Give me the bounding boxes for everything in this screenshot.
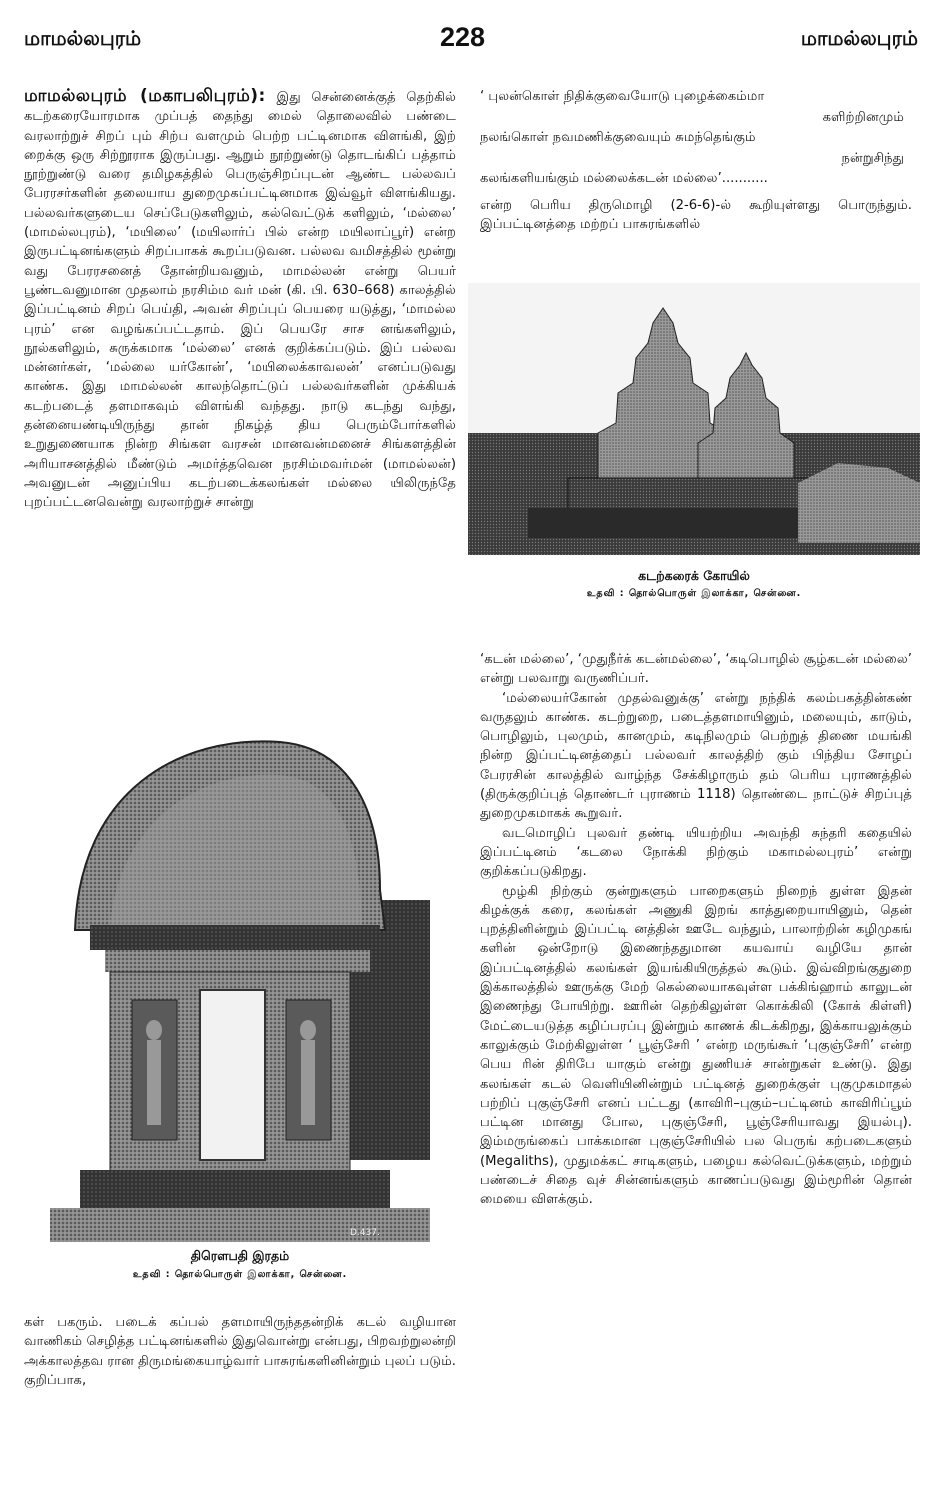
photo-plate-mark: D.437. [350,1228,380,1238]
draupadi-ratha-credit: உதவி : தொல்பொருள் இலாக்கா, சென்னை. [132,1269,348,1280]
article-body: இது சென்னைக்குத் தெற்கில் கடற்கரையோரமாக முப்பத் தைந்து மைல் தொலைவில் பண்டை வரலாற்றுச் சிறப் பும் சிற்ப வளமும் பெற்ற பட்டினமாக விளங்கி, இற் றைக்கு ஒரு சிற்றூராக இருப்பது. ஆறும் நூற்றுண்டு தொடங்கிப் பத்தாம் நூற்றுண்டு வரை தமிழகத்தில் பெருஞ்சிறப்புடன் ஆண்ட பல்லவப் பேரரசர்களின் தலையாய துறைமுகப்பட்டினமாக இவ்வூர் விளங்கியது. பல்லவர்களுடைய செப்பேடுகளிலும், கல்வெட்டுக் களிலும், ‘மல்லை’ (மாமல்லபுரம்), ‘மயிலை’ (மயிலார்ப் பில் என்ற மயிலாப்பூர்) என்ற இருபட்டினங்களும் சிறப்பாகக் கூறப்படுவன. பல்லவ வமிசத்தில் மூன்று வது பேரரசனைத் தோன்றியவனும், மாமல்லன் என்று பெயர் பூண்டவனுமான முதலாம் நரசிம்ம வர் மன் (கி. பி. 630–668) காலத்தில் இப்பட்டினம் சிறப் பெய்தி, அவன் சிறப்புப் பெயரை யடுத்து, ‘மாமல்ல புரம்’ என வழங்கப்பட்டதாம். இப் பெயரே சாச னங்களிலும், நூல்களிலும், சுருக்கமாக ‘மல்லை’ எனக் குறிக்கப்படும். இப் பல்லவ மன்னர்கள், ‘மல்லை யர்கோன்’, ‘மயிலைக்காவலன்’ எனப்படுவது காண்க. இது மாமல்லன் காலந்தொட்டுப் பல்லவர்களின் முக்கியக் கடற்படைத் தளமாகவும் விளங்கி வந்தது. நாடு கடந்து வந்து, தன்னையண்டியிருந்து தான் நிகழ்த் திய பெரும்போர்களில் உறுதுணையாக நின்ற சிங்கள வரசன் மானவன்மனைச் சிங்களத்தின் அரியாசனத்தில் மீண்டும் அமர்த்தவென நரசிம்மவர்மன் (மாமல்லன்) அவனுடன் அனுப்பிய கடற்படைக்கலங்கள் மல்லை யிலிருந்தே புறப்பட்டனவென்று வரலாற்றுச் சான்று [24,90,456,511]
draupadi-ratha-image [50,730,430,1242]
running-head-right: மாமல்லபுரம் [800,26,918,50]
shore-temple-image [468,283,920,555]
verse-line: கலங்களியங்கும் மல்லைக்கடன் மல்லை’........... [480,171,768,186]
verse-line: களிற்றினமும் [822,109,904,125]
verse-line: ‘ புலன்கொள் நிதிக்குவையோடு புழைக்கைம்மா [480,89,765,104]
paragraph: வடமொழிப் புலவர் தண்டி யியற்றிய அவந்தி சுந்தரி கதையில் இப்பட்டினம் ‘கடலை நோக்கி நிற்கும் மகாமல்லபுரம்’ என்று குறிக்கப்படுகிறது. [480,825,912,880]
running-head-left: மாமல்லபுரம் [24,26,142,50]
shore-temple-photo [468,283,920,555]
paragraph: ‘மல்லையர்கோன் முதல்வனுக்கு’ என்று நந்திக் கலம்பகத்தின்கண் வருதலும் காண்க. கடற்றுறை, படைத்தளமாயினும், மலையும், காடும், பொழிலும், புலமும், கானமும், கடிநிலமும் பெற்றுத் திணை மயங்கி நின்ற இப்பட்டினத்தைப் பல்லவர் காலத்திற் கும் பிந்திய சோழப் பேரரசின் காலத்தில் வாழ்ந்த சேக்கிழாரும் தம் பெரிய புராணத்தில் (திருக்குறிப்புத் தொண்டர் புராணம் 1118) தொண்டை நாட்டுச் சிறப்புத் துறைமுகமாகக் கூறுவர். [480,690,912,822]
shore-temple-credit: உதவி : தொல்பொருள் இலாக்கா, சென்னை. [586,588,802,599]
right-column-lower [480,650,912,1210]
right-column-top [480,87,912,234]
draupadi-ratha-caption: திரௌபதி இரதம் [190,1248,290,1263]
left-column-bottom [24,1313,456,1390]
page-number: 228 [440,22,486,52]
paragraph: ‘கடன் மல்லை’, ‘முதுநீர்க் கடன்மல்லை’, ‘கடிபொழில் சூழ்கடன் மல்லை’ என்று பலவாறு வருணிப்பர். [480,652,912,687]
paragraph: கள் பகரும். படைக் கப்பல் தளமாயிருந்ததன்றிக் கடல் வழியான வாணிகம் செழித்த பட்டினங்களில் இதுவொன்று என்பது, பிறவற்றுலன்றி அக்காலத்தவ ரான திருமங்கையாழ்வார் பாசுரங்களினின்றும் புலப் படும். குறிப்பாக, [24,1315,456,1388]
left-column-text [24,87,456,513]
page-header [0,0,940,60]
paragraph: மூழ்கி நிற்கும் குன்றுகளும் பாறைகளும் நிறைந் துள்ள இதன் கிழக்குக் கரை, கலங்கள் அணுகி இறங் காத்துறையாயினும், தென் புறத்தினின்றும் இப்பட்டி னத்தின் ஊடே வந்தும், பாலாற்றின் கழிமுகங் களின் ஒன்றோடு இணைந்ததுமான கயவாய் வழியே தான் இப்பட்டினத்தில் கலங்கள் இயங்கியிருத்தல் கூடும். இவ்விறங்குதுறை இக்காலத்தில் ஊருக்கு மேற் கெல்லையாகவுள்ள பக்கிங்ஹாம் காலுடன் இணைந்து போயிற்று. ஊரின் தெற்கிலுள்ள கொக்கிலி (கோக் கிள்ளி) மேட்டையடுத்த கழிப்பரப்பு இன்றும் காணக் கிடக்கிறது, இக்காயலுக்கும் காலுக்கும் மேற்கிலுள்ள ‘ பூஞ்சேரி ’ என்ற மருங்கூர் ‘புகுஞ்சேரி’ என்ற பெய ரின் திரிபே யாகும் என்று துணியச் சான்றுகள் உண்டு. இது கலங்கள் கடல் வெளியினின்றும் பட்டினத் துறைக்குள் புகுமுகமாதல் பற்றிப் புகுஞ்சேரி எனப் பட்டது (காவிரி–புகும்–பட்டினம் காவிரிப்பூம் பட்டின மானது போல, புகுஞ்சேரி, பூஞ்சேரியாவது இயல்பு). இம்மருங்கைப் பாக்கமான புகுஞ்சேரியில் பல பெருங் கற்படைகளும் (Megaliths), முதுமக்கட் சாடிகளும், பழைய கல்வெட்டுக்களும், மற்றும் பண்டைச் சிதை வுச் சின்னங்களும் காணப்படுவது இம்மூரின் தொன் மையை விளக்கும். [480,883,912,1208]
verse-citation-text: என்ற பெரிய திருமொழி (2-6-6)-ல் கூறியுள்ளது பொருந்தும். இப்பட்டினத்தை மற்றப் பாசுரங்களில் [480,197,912,232]
verse-line: நன்றுசிந்து [841,150,904,166]
verse-line: நலங்கொள் நவமணிக்குவையும் சுமந்தெங்கும் [480,130,756,145]
article-title: மாமல்லபுரம் (மகாபலிபுரம்): [24,86,266,106]
shore-temple-caption: கடற்கரைக் கோயில் [638,568,750,583]
draupadi-ratha-photo [50,730,430,1242]
